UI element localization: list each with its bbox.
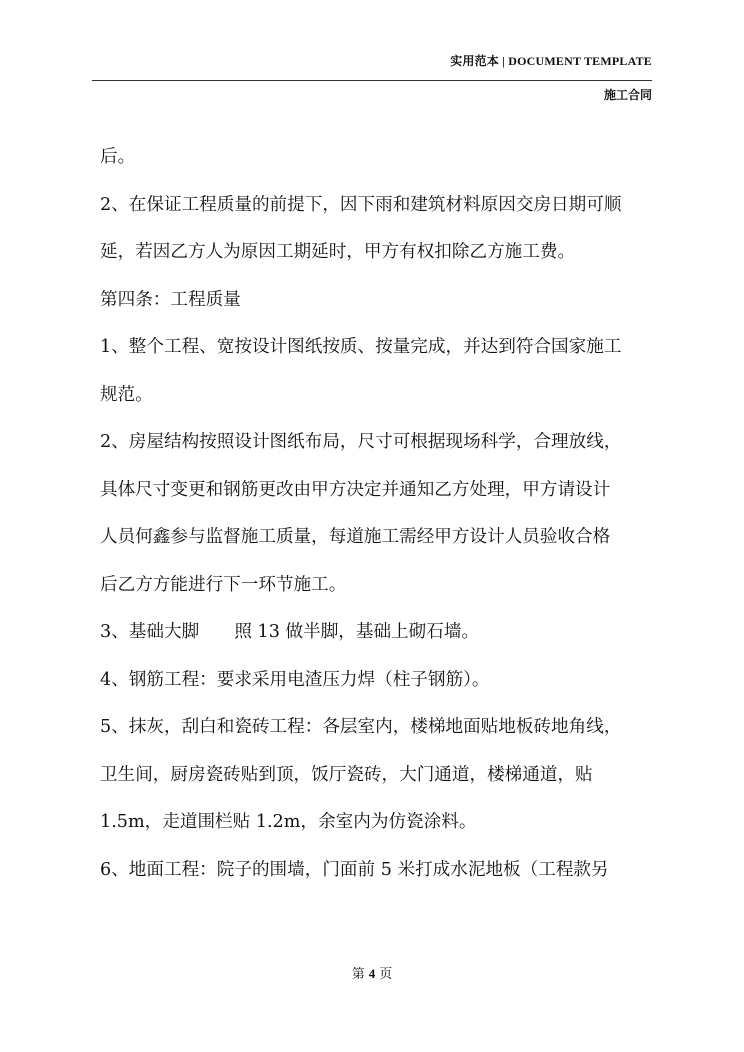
header-document-template: 实用范本 | DOCUMENT TEMPLATE bbox=[450, 54, 652, 68]
body-line: 6、地面工程：院子的围墙，门面前 5 米打成水泥地板（工程款另 bbox=[100, 859, 609, 880]
body-line: 后乙方方能进行下一环节施工。 bbox=[100, 574, 347, 595]
body-line: 1、整个工程、宽按设计图纸按质、按量完成，并达到符合国家施工 bbox=[100, 337, 622, 357]
header-divider bbox=[92, 80, 652, 81]
document-body bbox=[100, 134, 660, 894]
footer-suffix: 页 bbox=[379, 967, 393, 982]
body-line: 2、房屋结构按照设计图纸布局，尺寸可根据现场科学，合理放线， bbox=[100, 432, 622, 452]
page-footer bbox=[0, 963, 744, 982]
body-line: 5、抹灰，刮白和瓷砖工程：各层室内，楼梯地面贴地板砖地角线， bbox=[100, 717, 622, 737]
body-line: 4、钢筋工程：要求采用电渣压力焊（柱子钢筋）。 bbox=[100, 669, 490, 690]
footer-prefix: 第 bbox=[351, 967, 365, 982]
body-line: 卫生间，厨房瓷砖贴到顶，饭厅瓷砖，大门通道，楼梯通道，贴 bbox=[100, 764, 593, 785]
body-line: 3、基础大脚 照 13 做半脚，基础上砌石墙。 bbox=[100, 622, 480, 642]
body-line: 延，若因乙方人为原因工期延时，甲方有权扣除乙方施工费。 bbox=[100, 242, 576, 262]
header-section-title: 施工合同 bbox=[603, 88, 652, 102]
body-line: 2、在保证工程质量的前提下，因下雨和建筑材料原因交房日期可顺 bbox=[100, 194, 622, 215]
body-line: 规范。 bbox=[100, 384, 153, 405]
body-line: 1.5m，走道围栏贴 1.2m，余室内为仿瓷涂料。 bbox=[100, 812, 477, 832]
body-line: 第四条：工程质量 bbox=[100, 289, 241, 310]
body-line: 人员何鑫参与监督施工质量，每道施工需经甲方设计人员验收合格 bbox=[100, 527, 611, 547]
page-number: 4 bbox=[368, 966, 376, 981]
body-line: 具体尺寸变更和钢筋更改由甲方决定并通知乙方处理，甲方请设计 bbox=[100, 479, 611, 500]
body-line: 后。 bbox=[100, 147, 136, 167]
